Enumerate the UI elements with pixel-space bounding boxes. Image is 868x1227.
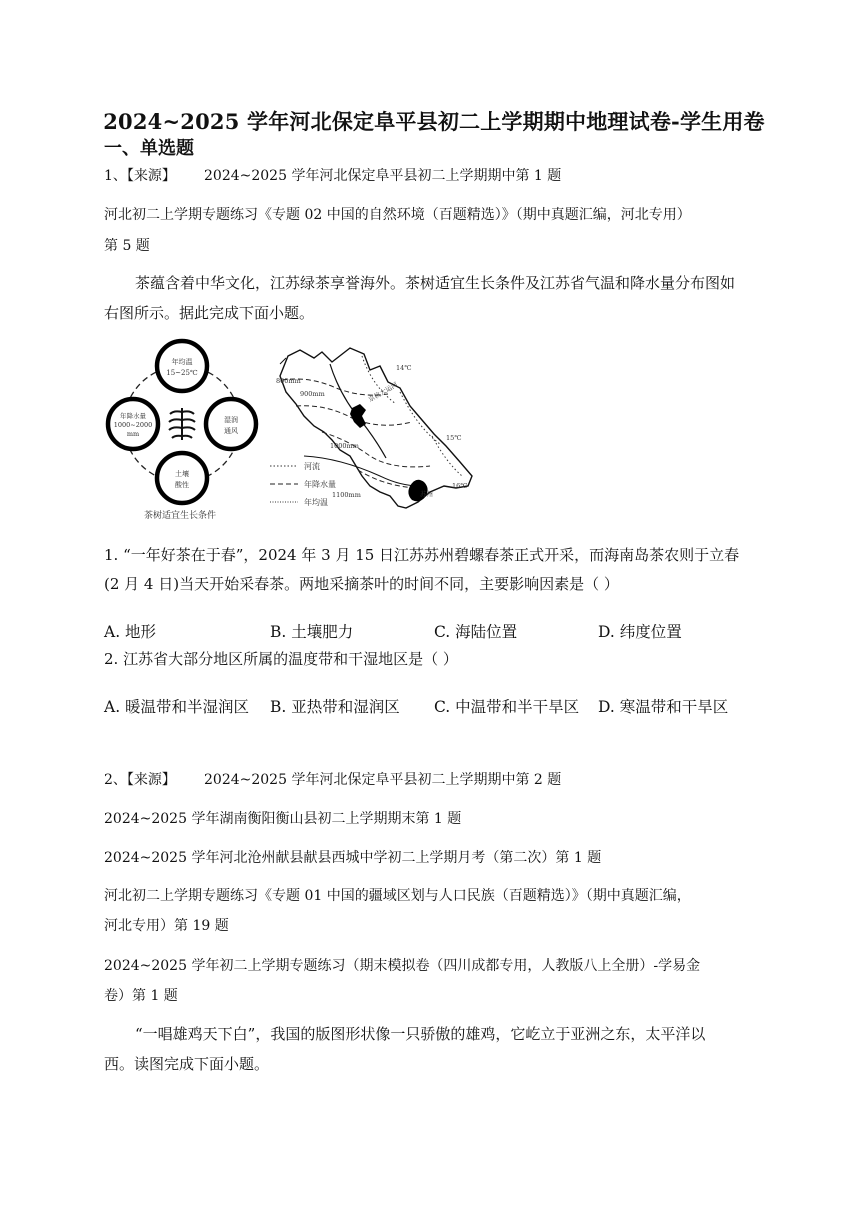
q1-intro-cont: 右图所示。据此完成下面小题。 bbox=[104, 304, 315, 322]
circle-moisture bbox=[206, 399, 256, 449]
map-label-canal: 京杭大运河 bbox=[367, 380, 400, 404]
tea-plant-icon bbox=[169, 408, 195, 440]
q1-also-source-cont: 第 5 题 bbox=[104, 238, 150, 254]
map-label-suzhou: 苏州 bbox=[420, 490, 433, 498]
q2-also-source-4-cont: 卷）第 1 题 bbox=[104, 988, 178, 1004]
q1-sub1-stem-cont: (2 月 4 日)当天开始采春茶。两地采摘茶叶的时间不同，主要影响因素是（ ） bbox=[104, 575, 619, 593]
q1-sub1-option-a[interactable]: A. 地形 bbox=[104, 623, 157, 641]
map-label-14c: 14℃ bbox=[396, 364, 412, 372]
q1-sub2-stem: 2. 江苏省大部分地区所属的温度带和干湿地区是（ ） bbox=[104, 650, 458, 668]
circle-left-label-3: mm bbox=[126, 430, 140, 438]
hongze-lake bbox=[350, 404, 366, 428]
tea-figure-svg bbox=[100, 336, 480, 526]
q2-also-source-3-cont: 河北专用）第 19 题 bbox=[104, 918, 229, 934]
map-label-15c: 15℃ bbox=[446, 434, 462, 442]
q2-source-label: 2、【来源】 bbox=[104, 772, 176, 788]
q1-also-source: 河北初二上学期专题练习《专题 02 中国的自然环境（百题精选）》（期中真题汇编，河北专用） bbox=[104, 207, 691, 223]
q1-sub2-option-b[interactable]: B. 亚热带和湿润区 bbox=[270, 698, 400, 716]
q1-sub2-option-a[interactable]: A. 暖温带和半湿润区 bbox=[104, 698, 250, 716]
map-label-16c: 16℃ bbox=[452, 482, 468, 490]
q1-sub2-option-d[interactable]: D. 寒温带和干旱区 bbox=[598, 698, 729, 716]
q1-sub1-stem: 1. “一年好茶在于春”，2024 年 3 月 15 日江苏苏州碧螺春茶正式开采，而海南岛茶农则于立春 bbox=[104, 546, 740, 564]
circle-right-label-2: 通风 bbox=[224, 427, 238, 435]
q2-intro-cont: 西。读图完成下面小题。 bbox=[104, 1055, 270, 1073]
circle-top-label-2: 15~25℃ bbox=[166, 369, 198, 377]
map-legend bbox=[270, 461, 336, 507]
legend-river: 河流 bbox=[304, 462, 320, 471]
circle-left-label-1: 年降水量 bbox=[120, 412, 146, 420]
figure-left-caption: 茶树适宜生长条件 bbox=[143, 511, 217, 521]
map-label-800: 800mm bbox=[276, 377, 301, 385]
q2-intro: “一唱雄鸡天下白”，我国的版图形状像一只骄傲的雄鸡，它屹立于亚洲之东，太平洋以 bbox=[135, 1025, 706, 1043]
q2-source-text: 2024~2025 学年河北保定阜平县初二上学期期中第 2 题 bbox=[204, 772, 562, 788]
q2-also-source-3: 河北初二上学期专题练习《专题 01 中国的疆域区划与人口民族（百题精选）》（期中真题汇编， bbox=[104, 888, 691, 904]
q1-intro: 茶蕴含着中华文化，江苏绿茶享誉海外。茶树适宜生长条件及江苏省气温和降水量分布图如 bbox=[135, 274, 736, 292]
q2-also-source-4: 2024~2025 学年初二上学期专题练习（期末模拟卷（四川成都专用，人教版八上全册）-学易金 bbox=[104, 958, 701, 974]
q1-source-label: 1、【来源】 bbox=[104, 168, 176, 184]
circle-right-label-1: 湿润 bbox=[224, 416, 238, 424]
circle-soil bbox=[157, 453, 207, 503]
circle-temperature bbox=[157, 341, 207, 391]
circle-top-label-1: 年均温 bbox=[171, 358, 193, 366]
circle-bottom-label-1: 土壤 bbox=[175, 470, 189, 478]
q1-sub1-option-c[interactable]: C. 海陆位置 bbox=[434, 623, 518, 641]
legend-precip: 年降水量 bbox=[304, 480, 336, 489]
legend-temp: 年均温 bbox=[304, 498, 328, 507]
map-label-1100: 1100mm bbox=[332, 491, 361, 499]
q1-sub2-option-c[interactable]: C. 中温带和半干旱区 bbox=[434, 698, 580, 716]
q2-also-source-1: 2024~2025 学年湖南衡阳衡山县初二上学期期末第 1 题 bbox=[104, 811, 462, 827]
q1-sub1-option-b[interactable]: B. 土壤肥力 bbox=[270, 623, 354, 641]
map-label-1000: 1000mm bbox=[330, 442, 359, 450]
section-heading: 一、单选题 bbox=[104, 138, 194, 159]
tea-figure bbox=[100, 336, 480, 526]
map-label-900: 900mm bbox=[300, 390, 325, 398]
circle-bottom-label-2: 酸性 bbox=[175, 481, 189, 489]
circle-left-label-2: 1000~2000 bbox=[113, 421, 153, 429]
q1-source-text: 2024~2025 学年河北保定阜平县初二上学期期中第 1 题 bbox=[204, 168, 562, 184]
q1-sub1-option-d[interactable]: D. 纬度位置 bbox=[598, 623, 682, 641]
q2-also-source-2: 2024~2025 学年河北沧州献县献县西城中学初二上学期月考（第二次）第 1 题 bbox=[104, 850, 602, 866]
page-title: 2024~2025 学年河北保定阜平县初二上学期期中地理试卷-学生用卷 bbox=[103, 109, 765, 134]
